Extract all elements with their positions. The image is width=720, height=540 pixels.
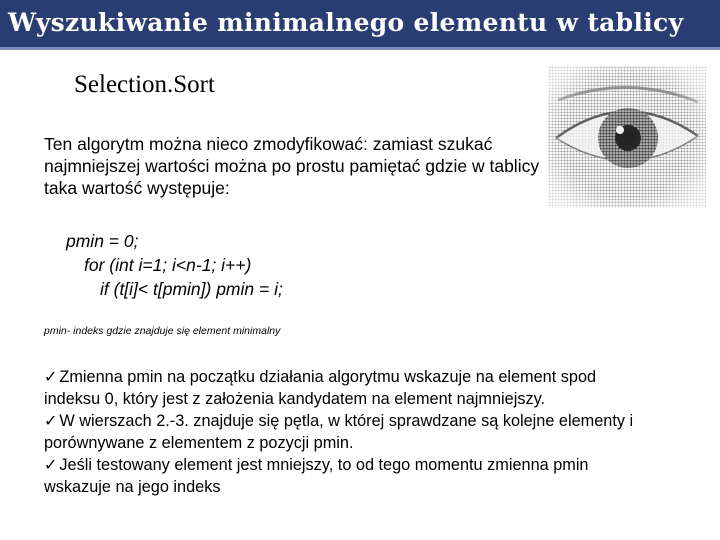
bullet-item bbox=[44, 410, 654, 454]
check-icon: ✓ bbox=[44, 367, 58, 386]
bullet-text: W wierszach 2.-3. znajduje się pętla, w której sprawdzane są kolejne elementy i porównywane z elementem z pozycji pmin. bbox=[44, 412, 634, 452]
code-block bbox=[66, 229, 283, 301]
eye-image bbox=[548, 66, 706, 208]
footnote: pmin- indeks gdzie znajduje się element minimalny bbox=[44, 325, 281, 337]
bullet-item bbox=[44, 366, 654, 410]
title-underline bbox=[0, 47, 720, 50]
slide-title: Wyszukiwanie minimalnego elementu w tablicy bbox=[8, 8, 684, 37]
code-line: for (int i=1; i<n-1; i++) bbox=[84, 255, 252, 275]
intro-paragraph: Ten algorytm można nieco zmodyfikować: zamiast szukać najmniejszej wartości można po prostu pamiętać gdzie w tablicy taka wartość występuje: bbox=[44, 134, 540, 198]
slide-subtitle: Selection.Sort bbox=[74, 71, 215, 98]
bullet-list bbox=[44, 366, 654, 499]
code-line: if (t[i]< t[pmin]) pmin = i; bbox=[100, 279, 283, 299]
title-bar bbox=[0, 0, 720, 50]
bullet-text: Zmienna pmin na początku działania algorytmu wskazuje na element spod indeksu 0, który jest z założenia kandydatem na element najmniejszy. bbox=[44, 368, 597, 408]
bullet-item bbox=[44, 454, 654, 498]
check-icon: ✓ bbox=[44, 411, 58, 431]
bullet-text: Jeśli testowany element jest mniejszy, to od tego momentu zmienna pmin wskazuje na jego indeks bbox=[44, 456, 589, 496]
code-line: pmin = 0; bbox=[66, 231, 139, 251]
check-icon: ✓ bbox=[44, 455, 58, 475]
